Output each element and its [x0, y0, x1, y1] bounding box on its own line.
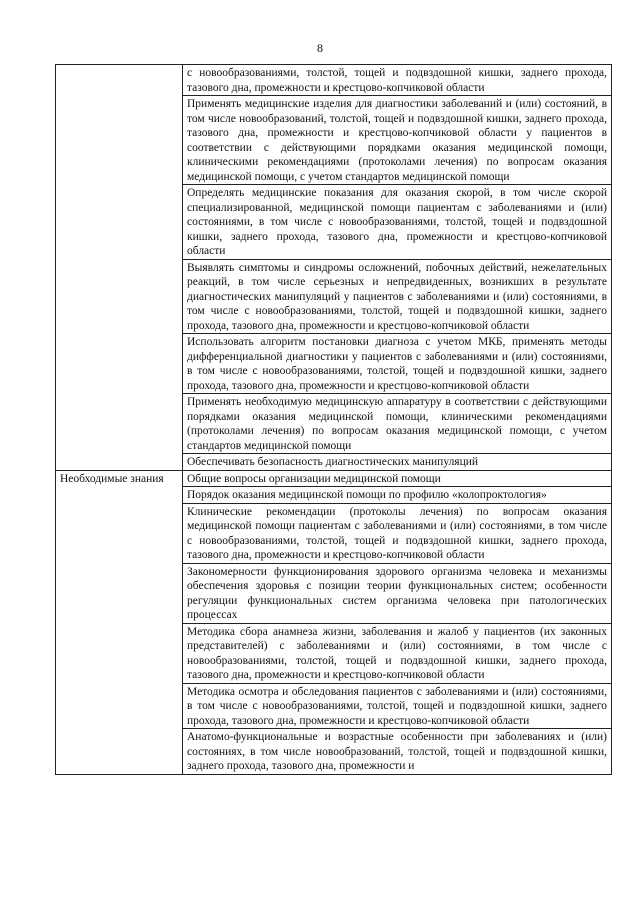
skill-item: Обеспечивать безопасность диагностических манипуляций [183, 454, 612, 471]
knowledge-item: Методика осмотра и обследования пациентов с заболеваниями и (или) состояниями, в том числе с новообразованиями, толстой, тощей и подвздошной кишки, заднего прохода, тазового дна, промежности и крестцово-копчиковой области [183, 683, 612, 729]
knowledge-item: Анатомо-функциональные и возрастные особенности при заболеваниях и (или) состояниях, в том числе новообразований, толстой, тощей и подвздошной кишки, заднего прохода, тазового дна, промежности и [183, 729, 612, 775]
knowledge-item: Общие вопросы организации медицинской помощи [183, 470, 612, 487]
skill-item: Выявлять симптомы и синдромы осложнений, побочных действий, нежелательных реакций, в том числе серьезных и непредвиденных, возникших в результате диагностических манипуляций у пациентов с заболеваниями и (или) состояниями, в том числе с новообразованиями, толстой, тощей и подвздошной кишки, заднего прохода, тазового дна, промежности и крестцово-копчиковой области [183, 259, 612, 334]
table-row [56, 470, 612, 487]
knowledge-label-cell: Необходимые знания [56, 470, 183, 774]
skill-item: Применять необходимую медицинскую аппаратуру в соответствии с действующими порядками оказания медицинской помощи, клиническими рекомендациями (протоколами лечения) по вопросам оказания медицинской помощи, с учетом стандартов медицинской помощи [183, 394, 612, 454]
skill-item: Применять медицинские изделия для диагностики заболеваний и (или) состояний, в том числе новообразований, толстой, тощей и подвздошной кишки, заднего прохода, тазового дна, промежности и крестцово-копчиковой области у пациентов в соответствии с действующими порядками оказания медицинской помощи, клиническими рекомендациями (протоколами лечения) по вопросам оказания медицинской помощи, с учетом стандартов медицинской помощи [183, 96, 612, 185]
skill-item: Определять медицинские показания для оказания скорой, в том числе скорой специализированной, медицинской помощи пациентам с заболеваниями и (или) состояниями, в том числе с новообразованиями, толстой, тощей и подвздошной кишки, заднего прохода, тазового дна, промежности и крестцово-копчиковой области [183, 185, 612, 260]
skill-item: Использовать алгоритм постановки диагноза с учетом МКБ, применять методы дифференциальной диагностики у пациентов с заболеваниями и (или) состояниями, в том числе с новообразованиями, толстой, тощей и подвздошной кишки, заднего прохода, тазового дна, промежности и крестцово-копчиковой области [183, 334, 612, 394]
skill-item: с новообразованиями, толстой, тощей и подвздошной кишки, заднего прохода, тазового дна, промежности и крестцово-копчиковой области [183, 65, 612, 96]
knowledge-item: Клинические рекомендации (протоколы лечения) по вопросам оказания медицинской помощи пациентам с заболеваниями и (или) состояниями, в том числе с новообразованиями, толстой, тощей и подвздошной кишки, заднего прохода, тазового дна, промежности и крестцово-копчиковой области [183, 503, 612, 563]
skills-label-cell [56, 65, 183, 471]
knowledge-item: Методика сбора анамнеза жизни, заболевания и жалоб у пациентов (их законных представителей) с заболеваниями и (или) состояниями, в том числе с новообразованиями, толстой, тощей и подвздошной кишки, заднего прохода, тазового дна, промежности и крестцово-копчиковой области [183, 623, 612, 683]
competency-table [55, 64, 612, 775]
knowledge-item: Порядок оказания медицинской помощи по профилю «колопроктология» [183, 487, 612, 504]
table-row [56, 65, 612, 96]
page-number: 8 [317, 41, 323, 55]
knowledge-item: Закономерности функционирования здорового организма человека и механизмы обеспечения здоровья с позиции теории функциональных систем; особенности регуляции функциональных систем организма человека при патологических процессах [183, 563, 612, 623]
